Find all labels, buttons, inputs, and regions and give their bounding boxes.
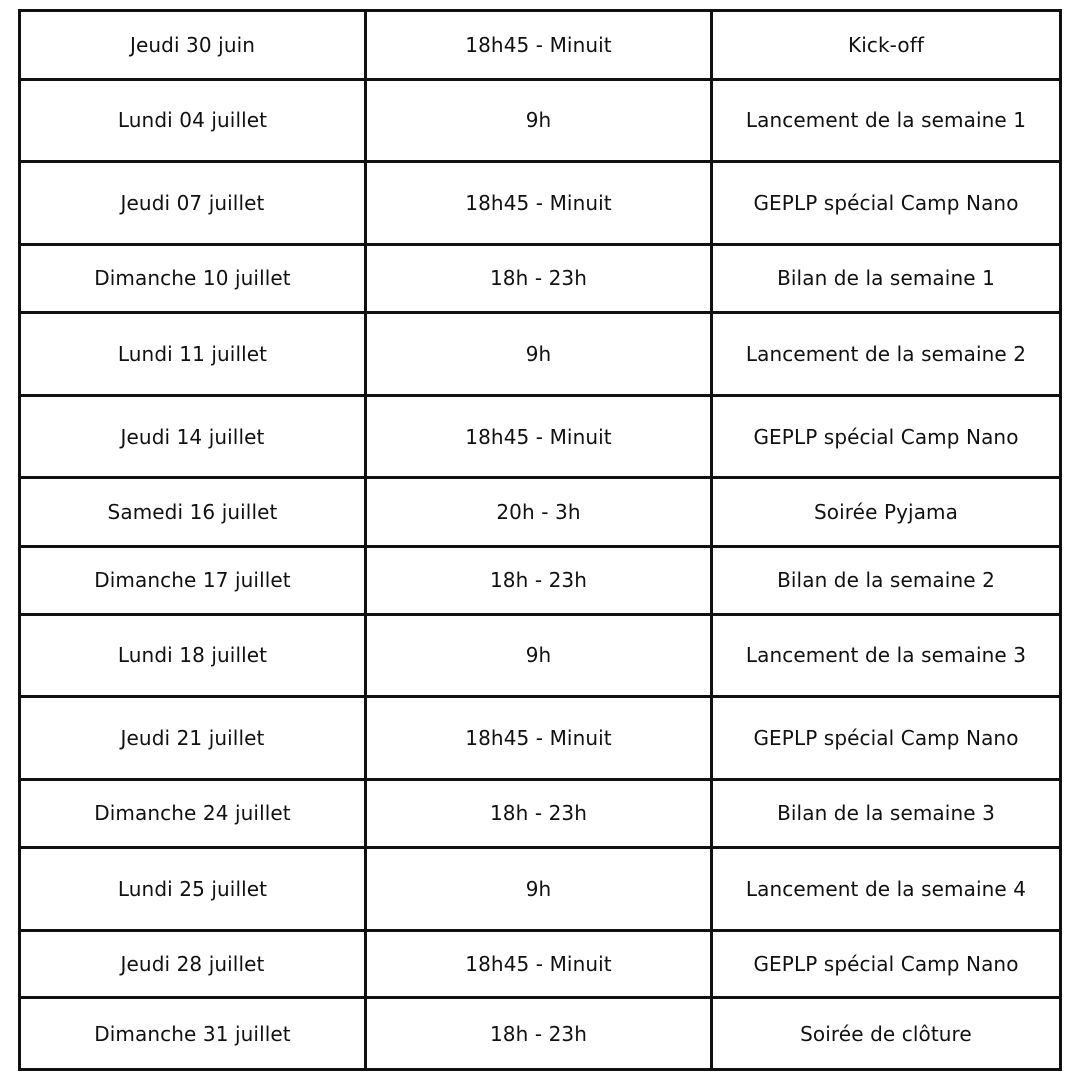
event-cell: GEPLP spécial Camp Nano (713, 932, 1059, 1000)
time-cell: 18h - 23h (367, 548, 713, 616)
time-cell: 9h (367, 616, 713, 699)
event-cell: Kick-off (713, 12, 1059, 81)
date-cell: Lundi 04 juillet (21, 81, 367, 164)
time-cell: 18h45 - Minuit (367, 698, 713, 781)
event-cell: Bilan de la semaine 3 (713, 781, 1059, 850)
time-cell: 18h45 - Minuit (367, 12, 713, 81)
date-cell: Dimanche 17 juillet (21, 548, 367, 616)
date-cell: Dimanche 24 juillet (21, 781, 367, 850)
time-cell: 9h (367, 81, 713, 164)
time-cell: 18h - 23h (367, 999, 713, 1068)
event-cell: Lancement de la semaine 2 (713, 314, 1059, 397)
time-cell: 9h (367, 314, 713, 397)
event-cell: GEPLP spécial Camp Nano (713, 163, 1059, 246)
time-cell: 20h - 3h (367, 479, 713, 548)
date-cell: Jeudi 14 juillet (21, 397, 367, 480)
time-cell: 18h45 - Minuit (367, 932, 713, 1000)
date-cell: Lundi 11 juillet (21, 314, 367, 397)
date-cell: Jeudi 30 juin (21, 12, 367, 81)
event-cell: GEPLP spécial Camp Nano (713, 397, 1059, 480)
event-cell: Soirée Pyjama (713, 479, 1059, 548)
time-cell: 18h - 23h (367, 246, 713, 315)
date-cell: Dimanche 10 juillet (21, 246, 367, 315)
time-cell: 18h45 - Minuit (367, 397, 713, 480)
event-cell: Lancement de la semaine 4 (713, 849, 1059, 932)
date-cell: Dimanche 31 juillet (21, 999, 367, 1068)
date-cell: Jeudi 21 juillet (21, 698, 367, 781)
date-cell: Jeudi 28 juillet (21, 932, 367, 1000)
event-cell: Bilan de la semaine 1 (713, 246, 1059, 315)
event-cell: Bilan de la semaine 2 (713, 548, 1059, 616)
time-cell: 18h45 - Minuit (367, 163, 713, 246)
event-cell: GEPLP spécial Camp Nano (713, 698, 1059, 781)
schedule-table (18, 9, 1062, 1071)
date-cell: Samedi 16 juillet (21, 479, 367, 548)
date-cell: Lundi 18 juillet (21, 616, 367, 699)
event-cell: Soirée de clôture (800, 1021, 972, 1046)
event-cell: Lancement de la semaine 1 (713, 81, 1059, 164)
date-cell: Lundi 25 juillet (21, 849, 367, 932)
time-cell: 18h - 23h (367, 781, 713, 850)
date-cell: Jeudi 07 juillet (21, 163, 367, 246)
event-cell: Lancement de la semaine 3 (713, 616, 1059, 699)
time-cell: 9h (367, 849, 713, 932)
